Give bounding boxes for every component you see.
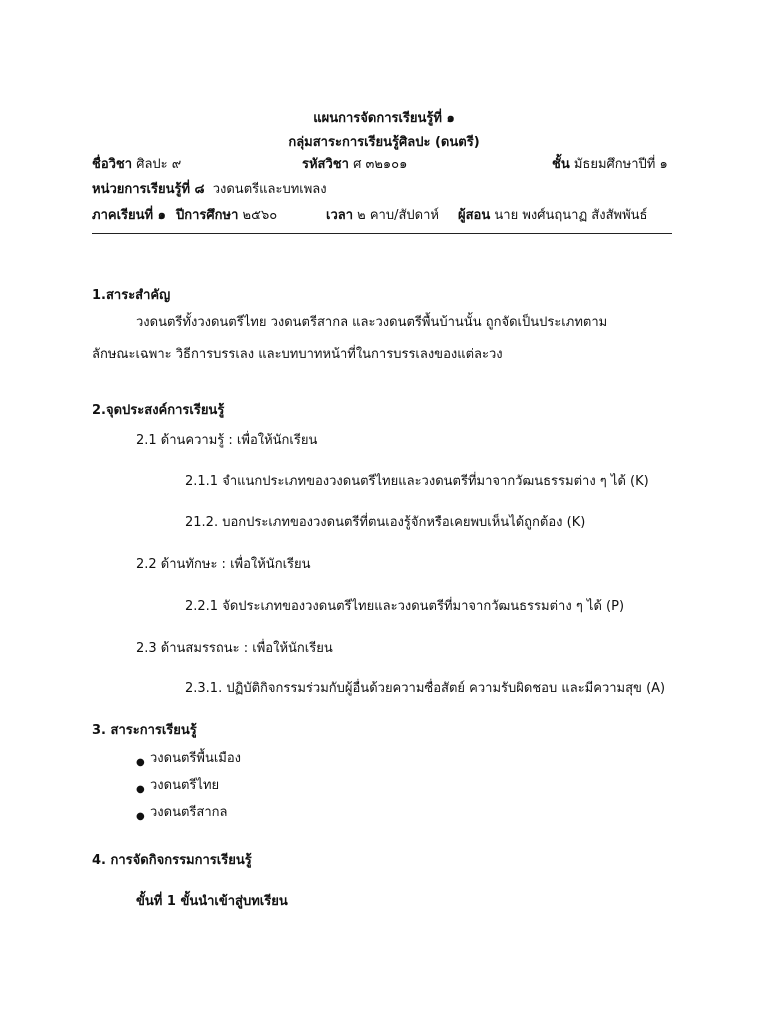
level-label: ชั้น	[552, 157, 570, 172]
objective-knowledge-heading: 2.1 ด้านความรู้ : เพื่อให้นักเรียน	[136, 433, 318, 448]
code-value: ศ ๓๒๑๐๑	[353, 157, 408, 172]
step1-heading: ขั้นที่ 1 ขั้นนำเข้าสู่บทเรียน	[136, 894, 288, 909]
year-value: ๒๕๖๐	[242, 208, 278, 223]
semester-line	[92, 207, 277, 225]
document-title: แผนการจัดการเรียนรู้ที่ ๑	[313, 111, 455, 126]
section2-heading: 2.จุดประสงค์การเรียนรู้	[92, 403, 225, 418]
section3-heading: 3. สาระการเรียนรู้	[92, 723, 197, 738]
unit-line	[92, 181, 327, 199]
year-label: ปีการศึกษา	[175, 208, 239, 223]
unit-value: วงดนตรีและบทเพลง	[212, 182, 327, 197]
content-bullet-list	[136, 750, 241, 831]
section4-heading: 4. การจัดกิจกรรมการเรียนรู้	[92, 853, 252, 868]
objective-competency-heading: 2.3 ด้านสมรรถนะ : เพื่อให้นักเรียน	[136, 641, 333, 656]
list-item-label: วงดนตรีสากล	[150, 805, 228, 820]
list-item	[136, 777, 241, 804]
subject-value: ศิลปะ ๙	[136, 157, 182, 172]
level-value: มัธยมศึกษาปีที่ ๑	[573, 157, 668, 172]
teacher-line	[458, 207, 647, 225]
subject-label: ชื่อวิชา	[92, 157, 133, 172]
header-divider	[92, 233, 672, 234]
teacher-label: ผู้สอน	[458, 208, 491, 223]
section1-paragraph-line2: ลักษณะเฉพาะ วิธีการบรรเลง และบทบาทหน้าที่ในการบรรเลงของแต่ละวง	[92, 347, 503, 362]
objective-2-2-1: 2.2.1 จัดประเภทของวงดนตรีไทยและวงดนตรีที่มาจากวัฒนธรรมต่าง ๆ ได้ (P)	[185, 599, 625, 614]
objective-2-1-2: 21.2. บอกประเภทของวงดนตรีที่ตนเองรู้จักหรือเคยพบเห็นได้ถูกต้อง (K)	[185, 515, 586, 530]
code-label: รหัสวิชา	[302, 157, 349, 172]
semester-label: ภาคเรียนที่ ๑	[92, 208, 166, 223]
section1-paragraph-line1: วงดนตรีทั้งวงดนตรีไทย วงดนตรีสากล และวงดนตรีพื้นบ้านนั้น ถูกจัดเป็นประเภทตาม	[136, 315, 608, 330]
teacher-value: นาย พงศ์นฤนาฏ สังสัพพันธ์	[494, 208, 648, 223]
list-item	[136, 804, 241, 831]
level-line	[552, 156, 668, 174]
objective-2-1-1: 2.1.1 จำแนกประเภทของวงดนตรีไทยและวงดนตรีที่มาจากวัฒนธรรมต่าง ๆ ได้ (K)	[185, 474, 649, 489]
time-value: ๒ คาบ/สัปดาห์	[357, 208, 439, 223]
time-line	[326, 207, 439, 225]
bullet-icon: ●	[136, 811, 145, 822]
document-subtitle: กลุ่มสาระการเรียนรู้ศิลปะ (ดนตรี)	[288, 135, 480, 150]
list-item-label: วงดนตรีพื้นเมือง	[150, 751, 242, 766]
bullet-icon: ●	[136, 757, 145, 768]
objective-2-3-1: 2.3.1. ปฏิบัติกิจกรรมร่วมกับผู้อื่นด้วยความซื่อสัตย์ ความรับผิดชอบ และมีความสุข (A)	[185, 681, 666, 696]
list-item-label: วงดนตรีไทย	[150, 778, 220, 793]
section1-heading: 1.สาระสำคัญ	[92, 288, 171, 303]
bullet-icon: ●	[136, 784, 145, 795]
time-label: เวลา	[326, 208, 354, 223]
unit-label: หน่วยการเรียนรู้ที่ ๘	[92, 182, 205, 197]
subject-line	[92, 156, 181, 174]
code-line	[302, 156, 407, 174]
objective-skill-heading: 2.2 ด้านทักษะ : เพื่อให้นักเรียน	[136, 557, 311, 572]
list-item	[136, 750, 241, 777]
